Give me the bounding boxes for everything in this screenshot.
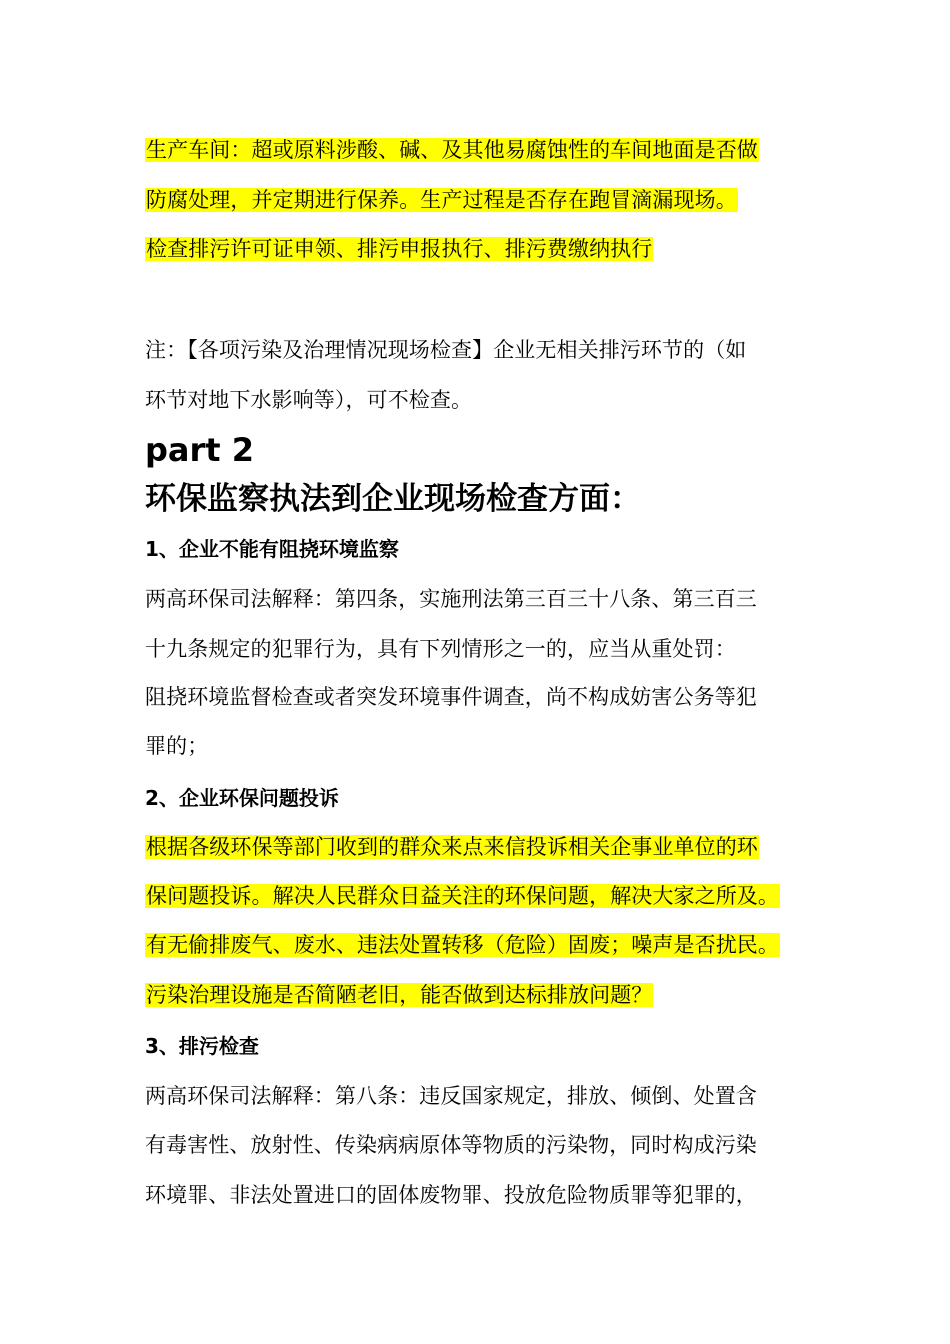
- paragraph-line: 环境罪、非法处置进口的固体废物罪、投放危险物质罪等犯罪的，: [145, 1183, 757, 1207]
- item-heading: 2、企业环保问题投诉: [145, 786, 339, 810]
- item-heading: 3、排污检查: [145, 1034, 259, 1058]
- highlighted-text: 污染治理设施是否简陋老旧，能否做到达标排放问题？: [146, 983, 653, 1007]
- paragraph-line: 有毒害性、放射性、传染病病原体等物质的污染物，同时构成污染: [145, 1133, 757, 1157]
- paragraph-line: 两高环保司法解释：第八条：违反国家规定，排放、倾倒、处置含: [145, 1084, 757, 1108]
- paragraph-line: 罪的；: [145, 734, 209, 758]
- highlighted-text: 检查排污许可证申领、排污申报执行、排污费缴纳执行: [146, 237, 653, 261]
- highlighted-paragraph-line: [145, 980, 653, 1011]
- paragraph-line: 两高环保司法解释：第四条，实施刑法第三百三十八条、第三百三: [145, 587, 757, 611]
- highlighted-text: 根据各级环保等部门收到的群众来点来信投诉相关企事业单位的环: [146, 835, 758, 859]
- item-heading: 1、企业不能有阻挠环境监察: [145, 537, 399, 561]
- highlighted-paragraph-line: [145, 135, 759, 166]
- note-line: 环节对地下水影响等），可不检查。: [145, 388, 473, 412]
- highlighted-text: 有无偷排废气、废水、违法处置转移（危险）固废；噪声是否扰民。: [146, 933, 779, 957]
- highlighted-text: 保问题投诉。解决人民群众日益关注的环保问题，解决大家之所及。: [146, 884, 779, 908]
- highlighted-paragraph-line: [145, 832, 759, 863]
- highlighted-text: 生产车间：超或原料涉酸、碱、及其他易腐蚀性的车间地面是否做: [146, 138, 758, 162]
- highlighted-paragraph-line: [145, 185, 738, 216]
- note-line: 注：【各项污染及治理情况现场检查】企业无相关排污环节的（如: [145, 338, 747, 362]
- section-title: 环保监察执法到企业现场检查方面：: [145, 481, 641, 517]
- highlighted-paragraph-line: [145, 234, 653, 265]
- highlighted-text: 防腐处理，并定期进行保养。生产过程是否存在跑冒滴漏现场。: [146, 188, 737, 212]
- paragraph-line: 阻挠环境监督检查或者突发环境事件调查，尚不构成妨害公务等犯: [145, 685, 757, 709]
- highlighted-paragraph-line: [145, 930, 780, 961]
- part-label: part 2: [145, 431, 254, 469]
- highlighted-paragraph-line: [145, 881, 780, 912]
- paragraph-line: 十九条规定的犯罪行为，具有下列情形之一的，应当从重处罚：: [145, 637, 736, 661]
